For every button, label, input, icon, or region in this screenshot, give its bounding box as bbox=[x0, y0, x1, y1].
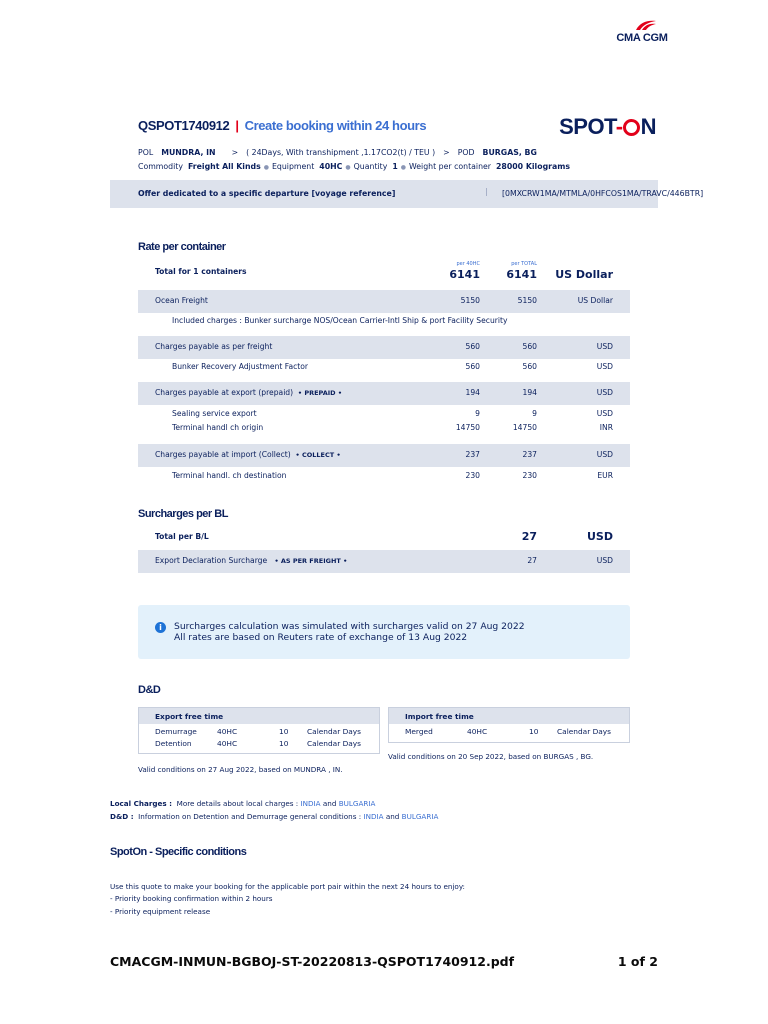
route-arrow-icon: > bbox=[443, 148, 450, 157]
quote-id: QSPOT1740912 bbox=[138, 118, 230, 133]
local-bulgaria-link[interactable]: BULGARIA bbox=[338, 799, 376, 808]
export-free-time-header: Export free time bbox=[139, 708, 379, 724]
freight-charges-row: Charges payable as per freight 560 560 USD bbox=[138, 336, 630, 359]
info-line-2: All rates are based on Reuters rate of exchange of 13 Aug 2022 bbox=[174, 632, 468, 643]
spoton-ring-icon bbox=[623, 119, 640, 136]
sealing-row: Sealing service export 9 9 USD bbox=[172, 409, 613, 418]
surcharge-total-row: Total per B/L 27 USD bbox=[155, 530, 613, 543]
total-per-total: 6141 bbox=[506, 268, 537, 281]
baf-row: Bunker Recovery Adjustment Factor 560 560 USD bbox=[172, 362, 613, 371]
local-india-link[interactable]: INDIA bbox=[300, 799, 321, 808]
dd-bulgaria-link[interactable]: BULGARIA bbox=[401, 812, 439, 821]
thc-origin-row: Terminal handl ch origin 14750 14750 INR bbox=[172, 423, 613, 432]
conditions-bullet-2: - Priority equipment release bbox=[110, 907, 211, 916]
bullet-icon: ● bbox=[263, 164, 269, 171]
import-free-time-box: Import free time Merged 40HC 10 Calendar Days bbox=[388, 707, 630, 743]
import-charges-row: Charges payable at import (Collect) • COLLECT • 237 237 USD bbox=[138, 444, 630, 467]
import-valid-conditions: Valid conditions on 20 Sep 2022, based on BURGAS , BG. bbox=[388, 752, 594, 761]
export-free-time-box: Export free time Demurrage 40HC 10 Calendar Days Detention 40HC 10 Calendar Days bbox=[138, 707, 380, 754]
pod-value: BURGAS, BG bbox=[482, 148, 537, 157]
rate-total-row: Total for 1 containers per 40HC per TOTAL 6141 6141 US Dollar bbox=[155, 261, 613, 281]
create-booking-link[interactable]: Create booking within 24 hours bbox=[244, 118, 427, 133]
as-per-freight-tag: • AS PER FREIGHT • bbox=[274, 557, 348, 565]
offer-label: Offer dedicated to a specific departure [voyage reference] bbox=[138, 189, 396, 198]
dd-india-link[interactable]: INDIA bbox=[363, 812, 384, 821]
page-footer bbox=[110, 954, 658, 969]
cma-cgm-logo bbox=[612, 18, 672, 44]
cargo-line: Commodity Freight All Kinds ● Equipment 40HC ● Quantity 1 ● Weight per container 28000 Kilograms bbox=[138, 162, 571, 171]
footer-filename: CMACGM-INMUN-BGBOJ-ST-20220813-QSPOT1740912.pdf bbox=[110, 954, 515, 969]
total-per-40hc: 6141 bbox=[449, 268, 480, 281]
conditions-intro: Use this quote to make your booking for the applicable port pair within the next 24 hours to enjoy: bbox=[110, 882, 465, 891]
info-icon: i bbox=[155, 622, 166, 633]
local-charges-line: Local Charges : More details about local charges : INDIA and BULGARIA bbox=[110, 799, 376, 808]
offer-bar bbox=[110, 180, 704, 208]
info-line-1: Surcharges calculation was simulated with surcharges valid on 27 Aug 2022 bbox=[174, 621, 525, 632]
export-charges-row: Charges payable at export (prepaid) • PREPAID • 194 194 USD bbox=[138, 382, 630, 405]
import-free-time-header: Import free time bbox=[389, 708, 629, 724]
total-currency: US Dollar bbox=[555, 268, 613, 281]
bullet-icon: ● bbox=[400, 164, 406, 171]
transit-info: ( 24Days, With transhipment ,1.17CO2(t) / TEU ) bbox=[246, 148, 436, 157]
cma-cgm-logo-text: CMA CGM bbox=[616, 32, 668, 44]
surcharge-total-value: 27 bbox=[521, 530, 537, 543]
conditions-section-title: SpotOn - Specific conditions bbox=[110, 846, 247, 858]
included-charges-row: Included charges : Bunker surcharge NOS/Ocean Carrier-Intl Ship & port Facility Security bbox=[172, 316, 508, 325]
info-box bbox=[138, 605, 630, 659]
prepaid-tag: • PREPAID • bbox=[297, 389, 342, 397]
pol-value: MUNDRA, IN bbox=[161, 148, 216, 157]
voyage-reference: [0MXCRW1MA/MTMLA/0HFCOS1MA/TRAVC/446BTR] bbox=[502, 189, 704, 198]
page-title bbox=[138, 118, 426, 133]
ocean-freight-row: Ocean Freight 5150 5150 US Dollar bbox=[138, 290, 630, 313]
dd-section-title: D&D bbox=[138, 684, 161, 696]
export-declaration-row: Export Declaration Surcharge • AS PER FREIGHT • 27 USD bbox=[138, 550, 630, 573]
conditions-bullet-1: - Priority booking confirmation within 2 hours bbox=[110, 894, 273, 903]
surcharges-section-title: Surcharges per BL bbox=[138, 508, 228, 520]
title-separator: | bbox=[235, 118, 239, 133]
offer-separator: | bbox=[485, 187, 488, 196]
spoton-logo: SPOT- N bbox=[559, 114, 656, 139]
thc-dest-row: Terminal handl. ch destination 230 230 EUR bbox=[172, 471, 613, 480]
collect-tag: • COLLECT • bbox=[295, 451, 341, 459]
route-arrow-icon: > bbox=[231, 148, 239, 157]
route-line: POL MUNDRA, IN > ( 24Days, With transhipment ,1.17CO2(t) / TEU ) > POD BURGAS, BG bbox=[138, 148, 537, 157]
bullet-icon: ● bbox=[345, 164, 351, 171]
dd-info-line: D&D : Information on Detention and Demurrage general conditions : INDIA and BULGARIA bbox=[110, 812, 439, 821]
cma-cgm-wave-icon bbox=[622, 18, 662, 32]
footer-page-number: 1 of 2 bbox=[617, 954, 658, 969]
surcharge-total-currency: USD bbox=[587, 530, 613, 543]
rate-section-title: Rate per container bbox=[138, 241, 226, 253]
export-valid-conditions: Valid conditions on 27 Aug 2022, based on MUNDRA , IN. bbox=[138, 765, 343, 774]
